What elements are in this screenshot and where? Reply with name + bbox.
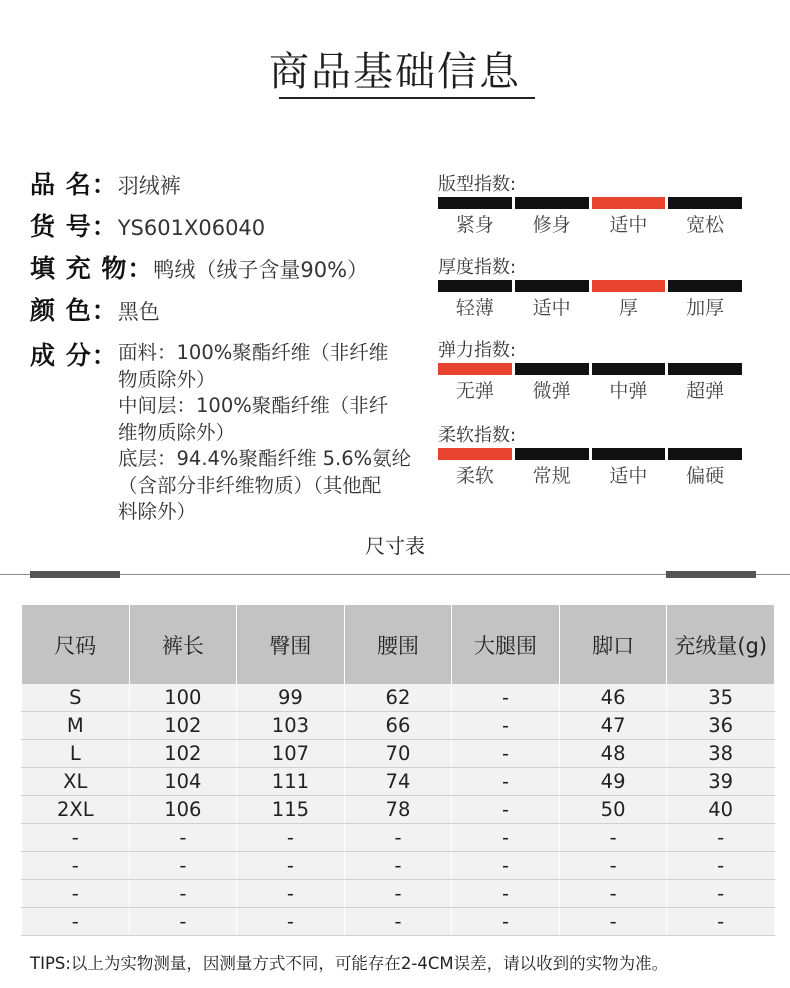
table-cell: 2XL [22, 796, 130, 824]
table-cell: - [129, 824, 237, 852]
info-row-name [30, 168, 181, 204]
table-cell: 102 [129, 740, 237, 768]
table-cell: - [22, 908, 130, 936]
index-segment [438, 448, 512, 460]
index-segment [668, 280, 742, 292]
index-option-label: 中弹 [609, 380, 648, 402]
table-cell: 74 [344, 768, 452, 796]
index-title: 弹力指数: [438, 340, 517, 361]
table-cell: - [667, 908, 775, 936]
column-header: 充绒量(g) [667, 605, 775, 684]
index-labels [438, 378, 742, 404]
table-cell: - [237, 880, 345, 908]
divider-accent-right [666, 571, 756, 578]
index-bar [438, 197, 742, 209]
table-cell: 115 [237, 796, 345, 824]
info-value: 鸭绒（绒子含量90%） [153, 258, 369, 282]
table-cell: - [237, 852, 345, 880]
index-labels [438, 463, 742, 489]
table-cell: - [559, 908, 667, 936]
index-segment [438, 197, 512, 209]
index-option-label: 适中 [532, 297, 571, 319]
composition-line: 底层：94.4%聚酯纤维 5.6%氨纶 [118, 447, 412, 470]
table-cell: 36 [667, 712, 775, 740]
index-option-label: 厚 [618, 297, 638, 319]
table-row [22, 880, 775, 908]
index-bar [438, 448, 742, 460]
table-cell: - [452, 880, 560, 908]
table-cell: 78 [344, 796, 452, 824]
table-cell: - [452, 908, 560, 936]
table-cell: - [667, 824, 775, 852]
table-cell: - [22, 824, 130, 852]
table-cell: 106 [129, 796, 237, 824]
table-row [22, 684, 775, 712]
index-option-label: 无弹 [455, 380, 494, 402]
table-cell: - [559, 880, 667, 908]
table-cell: - [452, 740, 560, 768]
table-header-row [22, 605, 775, 684]
composition-line: 料除外） [118, 500, 197, 523]
table-cell: 66 [344, 712, 452, 740]
index-segment [592, 363, 666, 375]
table-row [22, 768, 775, 796]
table-row [22, 796, 775, 824]
page-title: 商品基础信息 [269, 49, 521, 95]
index-segment [668, 363, 742, 375]
table-cell: - [344, 824, 452, 852]
index-segment [668, 197, 742, 209]
table-cell: - [344, 908, 452, 936]
elasticity-index [438, 339, 742, 404]
index-option-label: 微弹 [532, 380, 571, 402]
index-option-label: 加厚 [686, 297, 725, 319]
size-chart-title: 尺寸表 [365, 534, 425, 558]
table-cell: - [129, 852, 237, 880]
composition-line: 面料：100%聚酯纤维（非纤维 [118, 341, 389, 364]
table-cell: - [129, 880, 237, 908]
table-cell: - [667, 880, 775, 908]
info-value: 羽绒裤 [117, 174, 181, 198]
index-segment [592, 197, 666, 209]
table-cell: - [22, 852, 130, 880]
table-row [22, 824, 775, 852]
column-header: 大腿围 [452, 605, 560, 684]
table-cell: 107 [237, 740, 345, 768]
index-segment [668, 448, 742, 460]
column-header: 臀围 [237, 605, 345, 684]
info-value: 黑色 [117, 300, 160, 324]
column-header: 腰围 [344, 605, 452, 684]
table-cell: XL [22, 768, 130, 796]
index-segment [438, 280, 512, 292]
index-option-label: 适中 [609, 465, 648, 487]
table-row [22, 712, 775, 740]
index-option-label: 修身 [532, 214, 571, 236]
divider-accent-left [30, 571, 120, 578]
table-cell: 111 [237, 768, 345, 796]
table-cell: 35 [667, 684, 775, 712]
info-label: 货 号： [30, 212, 118, 241]
table-cell: 39 [667, 768, 775, 796]
table-cell: 47 [559, 712, 667, 740]
info-row-color [30, 294, 160, 330]
composition-line: （含部分非纤维物质）（其他配 [118, 473, 382, 497]
table-cell: 99 [237, 684, 345, 712]
index-option-label: 超弹 [686, 380, 725, 402]
index-bar [438, 280, 742, 292]
index-segment [515, 363, 589, 375]
table-cell: - [452, 824, 560, 852]
table-cell: - [22, 880, 130, 908]
column-header: 尺码 [22, 605, 130, 684]
table-cell: 62 [344, 684, 452, 712]
table-cell: 49 [559, 768, 667, 796]
table-cell: - [129, 908, 237, 936]
index-segment [592, 448, 666, 460]
index-segment [515, 280, 589, 292]
tips-note: TIPS:以上为实物测量，因测量方式不同，可能存在2-4CM误差，请以收到的实物为准。 [30, 954, 669, 973]
info-label: 品 名： [30, 170, 118, 199]
table-cell: - [344, 880, 452, 908]
table-cell: 40 [667, 796, 775, 824]
softness-index [438, 424, 742, 489]
table-cell: - [237, 908, 345, 936]
table-cell: - [452, 852, 560, 880]
index-option-label: 轻薄 [455, 297, 494, 319]
index-title: 厚度指数: [438, 257, 517, 278]
composition-line: 中间层：100%聚酯纤维（非纤 [118, 394, 389, 417]
fit-index [438, 173, 742, 238]
table-cell: 103 [237, 712, 345, 740]
composition-line: 维物质除外） [118, 420, 236, 444]
table-cell: 50 [559, 796, 667, 824]
info-value: YS601X06040 [117, 216, 266, 240]
info-row-filling [30, 252, 368, 288]
column-header: 裤长 [129, 605, 237, 684]
table-cell: 70 [344, 740, 452, 768]
table-cell: 102 [129, 712, 237, 740]
table-row [22, 852, 775, 880]
index-segment [592, 280, 666, 292]
index-segment [515, 448, 589, 460]
size-table [21, 605, 775, 936]
table-cell: 100 [129, 684, 237, 712]
table-cell: 38 [667, 740, 775, 768]
table-row [22, 908, 775, 936]
index-labels [438, 212, 742, 238]
index-option-label: 常规 [532, 465, 571, 487]
index-bar [438, 363, 742, 375]
table-cell: - [667, 852, 775, 880]
index-labels [438, 295, 742, 321]
table-cell: - [237, 824, 345, 852]
size-table-body [22, 684, 775, 936]
table-cell: - [452, 768, 560, 796]
table-cell: - [452, 796, 560, 824]
table-cell: M [22, 712, 130, 740]
table-row [22, 740, 775, 768]
index-option-label: 宽松 [686, 214, 725, 236]
table-cell: 46 [559, 684, 667, 712]
table-cell: 104 [129, 768, 237, 796]
info-label: 颜 色： [30, 296, 118, 325]
table-cell: L [22, 740, 130, 768]
thickness-index [438, 256, 742, 321]
table-cell: - [452, 684, 560, 712]
composition-line: 物质除外） [118, 367, 216, 391]
table-cell: - [559, 824, 667, 852]
title-underline [279, 97, 535, 99]
index-title: 版型指数: [438, 174, 517, 195]
index-option-label: 适中 [609, 214, 648, 236]
index-option-label: 柔软 [455, 465, 494, 487]
column-header: 脚口 [559, 605, 667, 684]
index-option-label: 偏硬 [686, 465, 725, 487]
info-label: 填 充 物： [30, 254, 154, 283]
table-cell: - [452, 712, 560, 740]
index-segment [515, 197, 589, 209]
index-title: 柔软指数: [438, 425, 517, 446]
table-cell: - [559, 852, 667, 880]
table-cell: 48 [559, 740, 667, 768]
info-row-sku [30, 210, 265, 246]
table-cell: S [22, 684, 130, 712]
index-option-label: 紧身 [455, 214, 494, 236]
composition-label: 成 分： [30, 341, 118, 370]
index-segment [438, 363, 512, 375]
table-cell: - [344, 852, 452, 880]
composition-text [118, 340, 458, 526]
